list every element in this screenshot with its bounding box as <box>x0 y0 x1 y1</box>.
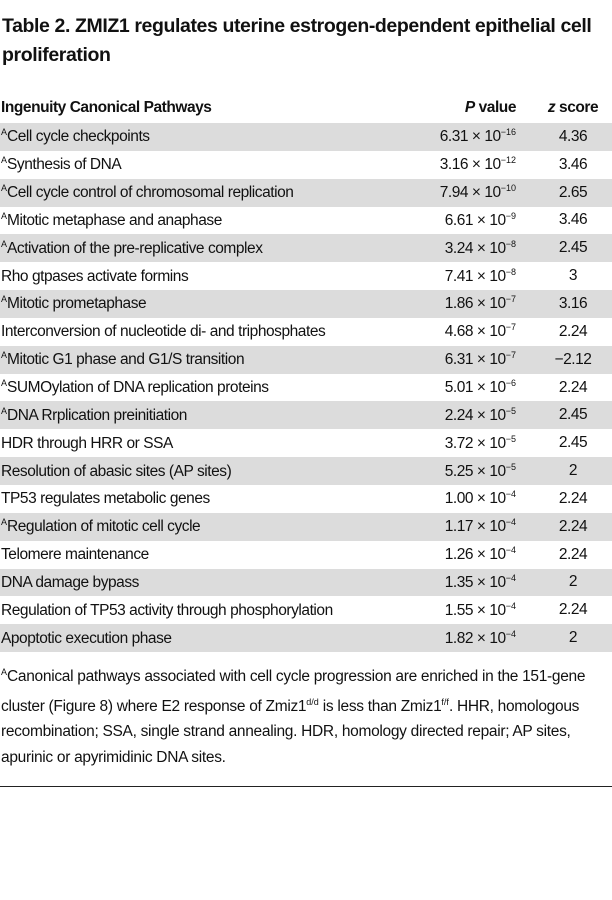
p-value-base: 2.24 × 10 <box>444 406 506 424</box>
z-score-cell: 2.45 <box>558 406 588 424</box>
table-row <box>0 207 612 235</box>
p-value-exponent: −4 <box>505 572 516 583</box>
pathway-name: Regulation of TP53 activity through phosphorylation <box>1 601 333 619</box>
pathway-name: Cell cycle checkpoints <box>7 128 150 146</box>
p-value-cell <box>386 573 534 592</box>
pathway-cell <box>0 322 386 341</box>
pathway-name: SUMOylation of DNA replication proteins <box>7 379 269 397</box>
p-value-cell <box>386 211 534 230</box>
table-row <box>0 485 612 513</box>
z-score-cell: 2 <box>568 629 578 647</box>
p-value-exponent: −4 <box>505 545 516 556</box>
table-row <box>0 374 612 402</box>
z-score-cell: 2.24 <box>558 378 588 396</box>
z-score-cell: 2.24 <box>558 322 588 340</box>
p-value-exponent: −7 <box>505 350 516 361</box>
p-value-cell <box>386 601 534 620</box>
pathway-cell <box>0 155 386 174</box>
p-value-exponent: −4 <box>505 517 516 528</box>
pathway-name: HDR through HRR or SSA <box>1 434 173 452</box>
z-score-cell: 2.24 <box>558 489 588 507</box>
p-value-base: 1.00 × 10 <box>444 490 506 508</box>
z-score-cell: 3.46 <box>558 155 588 173</box>
p-value-cell <box>386 629 534 648</box>
z-score-cell: 2.45 <box>558 434 588 452</box>
z-score-cell: 2.24 <box>558 517 588 535</box>
p-value-exponent: −4 <box>505 489 516 500</box>
p-value-base: 3.72 × 10 <box>444 434 506 452</box>
pathway-cell <box>0 573 386 592</box>
p-value-exponent: −7 <box>505 322 516 333</box>
p-value-exponent: −4 <box>505 628 516 639</box>
p-value-exponent: −7 <box>505 294 516 305</box>
z-score-cell: 2 <box>568 462 578 480</box>
pathway-mark: A <box>1 155 8 166</box>
pathway-name: Resolution of abasic sites (AP sites) <box>1 462 232 480</box>
header-p-value <box>386 99 534 117</box>
p-value-cell <box>386 489 534 508</box>
footnote-text-1: Canonical pathways associated with cell cycle progression are enriched in the 151-gene cluster (Figure 8) where E2 response of Zmiz1 <box>1 668 586 715</box>
p-value-exponent: −12 <box>500 155 516 166</box>
p-value-cell <box>386 462 534 481</box>
table-row <box>0 262 612 290</box>
table-row <box>0 179 612 207</box>
table-row <box>0 151 612 179</box>
p-value-exponent: −5 <box>505 461 516 472</box>
p-value-cell <box>386 239 534 258</box>
pathway-cell <box>0 211 386 230</box>
p-value-base: 7.94 × 10 <box>439 184 501 202</box>
p-value-cell <box>386 517 534 536</box>
p-value-base: 6.61 × 10 <box>444 211 506 229</box>
pathway-mark: A <box>1 405 8 416</box>
p-value-base: 3.16 × 10 <box>439 156 501 174</box>
pathway-cell <box>0 406 386 425</box>
z-score-cell: 2.65 <box>558 183 588 201</box>
p-value-base: 5.25 × 10 <box>444 462 506 480</box>
z-score-cell: 2.24 <box>558 545 588 563</box>
z-score-cell: 4.36 <box>558 127 588 145</box>
p-value-exponent: −10 <box>500 183 516 194</box>
pathway-name: Apoptotic execution phase <box>1 629 172 647</box>
pathway-mark: A <box>1 517 8 528</box>
table-row <box>0 318 612 346</box>
pathway-name: Telomere maintenance <box>1 546 149 564</box>
p-value-base: 1.35 × 10 <box>444 573 506 591</box>
table-footnote <box>1 660 611 770</box>
pathway-cell <box>0 350 386 369</box>
pathway-name: Activation of the pre-replicative complex <box>7 239 263 257</box>
z-score-cell: 3.46 <box>558 211 588 229</box>
pathways-table <box>0 93 612 652</box>
pathway-cell <box>0 545 386 564</box>
table-row <box>0 569 612 597</box>
table-row <box>0 513 612 541</box>
pathway-cell <box>0 267 386 286</box>
p-value-base: 1.26 × 10 <box>444 546 506 564</box>
pathway-name: DNA Rrplication preinitiation <box>7 406 187 424</box>
pathway-cell <box>0 183 386 202</box>
footnote-text-2: is less than Zmiz1 <box>318 697 442 715</box>
header-pathway: Ingenuity Canonical Pathways <box>1 99 212 116</box>
table-row <box>0 596 612 624</box>
table-row <box>0 429 612 457</box>
pathway-name: Interconversion of nucleotide di- and triphosphates <box>1 323 326 341</box>
z-score-cell: −2.12 <box>554 350 592 368</box>
p-value-cell <box>386 545 534 564</box>
pathway-mark: A <box>1 350 8 361</box>
pathway-name: Mitotic metaphase and anaphase <box>7 211 222 229</box>
p-value-cell <box>386 267 534 286</box>
p-value-cell <box>386 183 534 202</box>
pathway-cell <box>0 294 386 313</box>
pathway-mark: A <box>1 294 8 305</box>
pathway-cell <box>0 239 386 258</box>
p-value-base: 6.31 × 10 <box>444 351 506 369</box>
table-row <box>0 234 612 262</box>
p-value-base: 1.55 × 10 <box>444 601 506 619</box>
p-value-base: 3.24 × 10 <box>444 239 506 257</box>
pathway-name: Mitotic prometaphase <box>7 295 147 313</box>
p-value-exponent: −4 <box>505 600 516 611</box>
p-value-base: 1.82 × 10 <box>444 629 506 647</box>
p-value-cell <box>386 350 534 369</box>
pathway-mark: A <box>1 127 8 138</box>
p-value-cell <box>386 127 534 146</box>
p-value-base: 5.01 × 10 <box>444 379 506 397</box>
p-value-base: 1.17 × 10 <box>444 518 506 536</box>
pathway-cell <box>0 517 386 536</box>
table-body <box>0 123 612 652</box>
pathway-name: Cell cycle control of chromosomal replication <box>7 184 294 202</box>
pathway-cell <box>0 378 386 397</box>
table-row <box>0 290 612 318</box>
p-value-exponent: −5 <box>505 405 516 416</box>
p-value-exponent: −16 <box>500 127 516 138</box>
footnote-text-3: . HHR, homologous recombination; SSA, single strand annealing. HDR, homology directed repair; AP sites, apurinic or apyrimidinic DNA sites. <box>1 697 580 766</box>
pathway-cell <box>0 629 386 648</box>
p-value-base: 6.31 × 10 <box>439 128 501 146</box>
p-value-cell <box>386 378 534 397</box>
z-score-cell: 2.45 <box>558 239 588 257</box>
p-value-exponent: −8 <box>505 266 516 277</box>
pathway-cell <box>0 489 386 508</box>
p-value-exponent: −5 <box>505 433 516 444</box>
pathway-name: Mitotic G1 phase and G1/S transition <box>7 351 245 369</box>
table-row <box>0 541 612 569</box>
p-value-base: 1.86 × 10 <box>444 295 506 313</box>
header-p-rest: value <box>474 99 516 116</box>
pathway-mark: A <box>1 378 8 389</box>
z-score-cell: 3.16 <box>558 294 588 312</box>
header-z-italic: z <box>547 99 556 116</box>
p-value-cell <box>386 155 534 174</box>
pathway-name: DNA damage bypass <box>1 573 139 591</box>
footnote-sup-2: f/f <box>441 696 449 707</box>
header-z-rest: score <box>555 99 599 116</box>
z-score-cell: 2 <box>568 573 578 591</box>
table-row <box>0 624 612 652</box>
footnote-sup-1: d/d <box>306 696 319 707</box>
p-value-cell <box>386 406 534 425</box>
table-row <box>0 457 612 485</box>
pathway-name: Synthesis of DNA <box>7 156 122 174</box>
pathway-name: Regulation of mitotic cell cycle <box>7 518 201 536</box>
pathway-mark: A <box>1 238 8 249</box>
table-title: Table 2. ZMIZ1 regulates uterine estrogen-dependent epithelial cell proliferation <box>2 15 592 66</box>
table-row <box>0 346 612 374</box>
pathway-cell <box>0 462 386 481</box>
table-header <box>0 93 612 123</box>
pathway-cell <box>0 434 386 453</box>
p-value-cell <box>386 434 534 453</box>
z-score-cell: 2.24 <box>558 601 588 619</box>
p-value-exponent: −8 <box>505 238 516 249</box>
header-z-score <box>534 99 612 117</box>
p-value-cell <box>386 294 534 313</box>
p-value-base: 7.41 × 10 <box>444 267 506 285</box>
pathway-name: Rho gtpases activate formins <box>1 267 189 285</box>
pathway-cell <box>0 127 386 146</box>
p-value-base: 4.68 × 10 <box>444 323 506 341</box>
p-value-cell <box>386 322 534 341</box>
pathway-mark: A <box>1 210 8 221</box>
pathway-name: TP53 regulates metabolic genes <box>1 490 210 508</box>
header-p-italic: P <box>464 99 475 116</box>
table-row <box>0 123 612 151</box>
footnote-mark: A <box>1 667 8 677</box>
bottom-rule <box>0 786 612 787</box>
p-value-exponent: −9 <box>505 210 516 221</box>
pathway-cell <box>0 601 386 620</box>
table-row <box>0 401 612 429</box>
p-value-exponent: −6 <box>505 378 516 389</box>
z-score-cell: 3 <box>568 267 578 285</box>
pathway-mark: A <box>1 183 8 194</box>
